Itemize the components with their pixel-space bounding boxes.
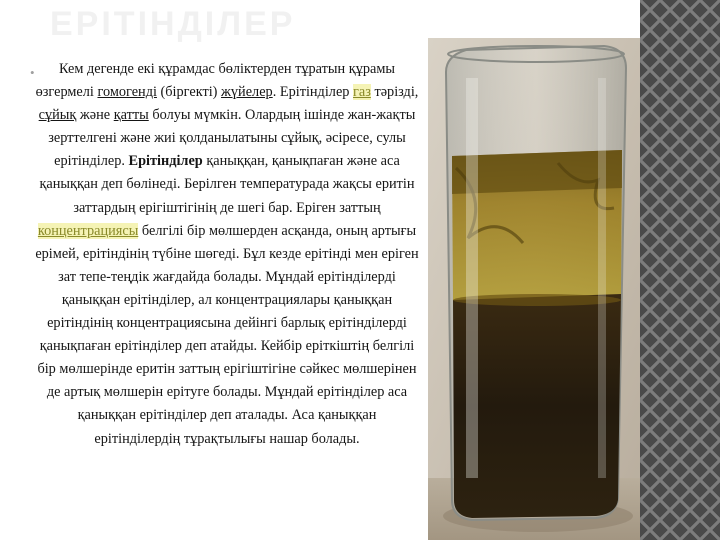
body-text-6: болуы мүмкін. Олардың ішінде жан-жақты зерттелгені және жиі қолданылатыны сұйық, әсіресе, сулы ерітінділер. <box>48 107 416 170</box>
body-text-3: . Ерітінділер <box>272 84 354 101</box>
body-text-8: белгілі бір мөлшерден асқанда, оның артығы ерімей, ерітіндінің түбіне шөгеді. Бұл кезде ерітінді мен еріген зат тепе-теңдік жағдайда болады. Мұндай ерітінділерді қаныққан ерітінділер, ал концентрациялары қаныққан ерітіндінің концентрациясына дейінгі барлық ерітінділерді қанықпаған ерітінділер деп атайды. Кейбір еріткіштің белгілі бір мөлшерінде еритін заттың ерігіштігіне сәйкес мөлшерінен де артық мөлшерін ерітуге болады. Мұндай ерітінділер аса қаныққан ерітінділер деп аталады. Аса қаныққан ерітінділердің тұрақтылығы нашар болады. <box>35 222 419 447</box>
decorative-pattern-strip <box>640 0 720 540</box>
body-text-4: тәрізді, <box>370 84 419 101</box>
link-gas[interactable]: газ <box>353 84 371 101</box>
body-text-5: және <box>76 107 114 124</box>
bullet-icon: • <box>30 65 35 80</box>
bold-term: Ерітінділер <box>128 153 203 170</box>
slide-title: ЕРІТІНДІЛЕР <box>50 5 296 43</box>
beaker-illustration <box>428 38 640 540</box>
body-paragraph <box>34 58 420 518</box>
link-system[interactable]: жүйелер <box>221 84 273 101</box>
beaker-photo <box>428 38 640 540</box>
link-solid[interactable]: қатты <box>113 107 149 124</box>
link-liquid[interactable]: сұйық <box>38 107 77 124</box>
link-homogeneous[interactable]: гомогенді <box>97 84 157 101</box>
link-concentration[interactable]: концентрациясы <box>37 222 139 239</box>
body-text-2: (біргекті) <box>156 84 222 101</box>
body-text-7: қаныққан, қанықпаған және аса қаныққан деп бөлінеді. Берілген температурада жақсы еритін заттардың ерігіштігінің де шегі бар. Еріген заттың <box>39 153 415 216</box>
body-text-1: Кем дегенде екі құрамдас бөліктерден тұратын құрамы өзгермелі <box>35 61 395 101</box>
